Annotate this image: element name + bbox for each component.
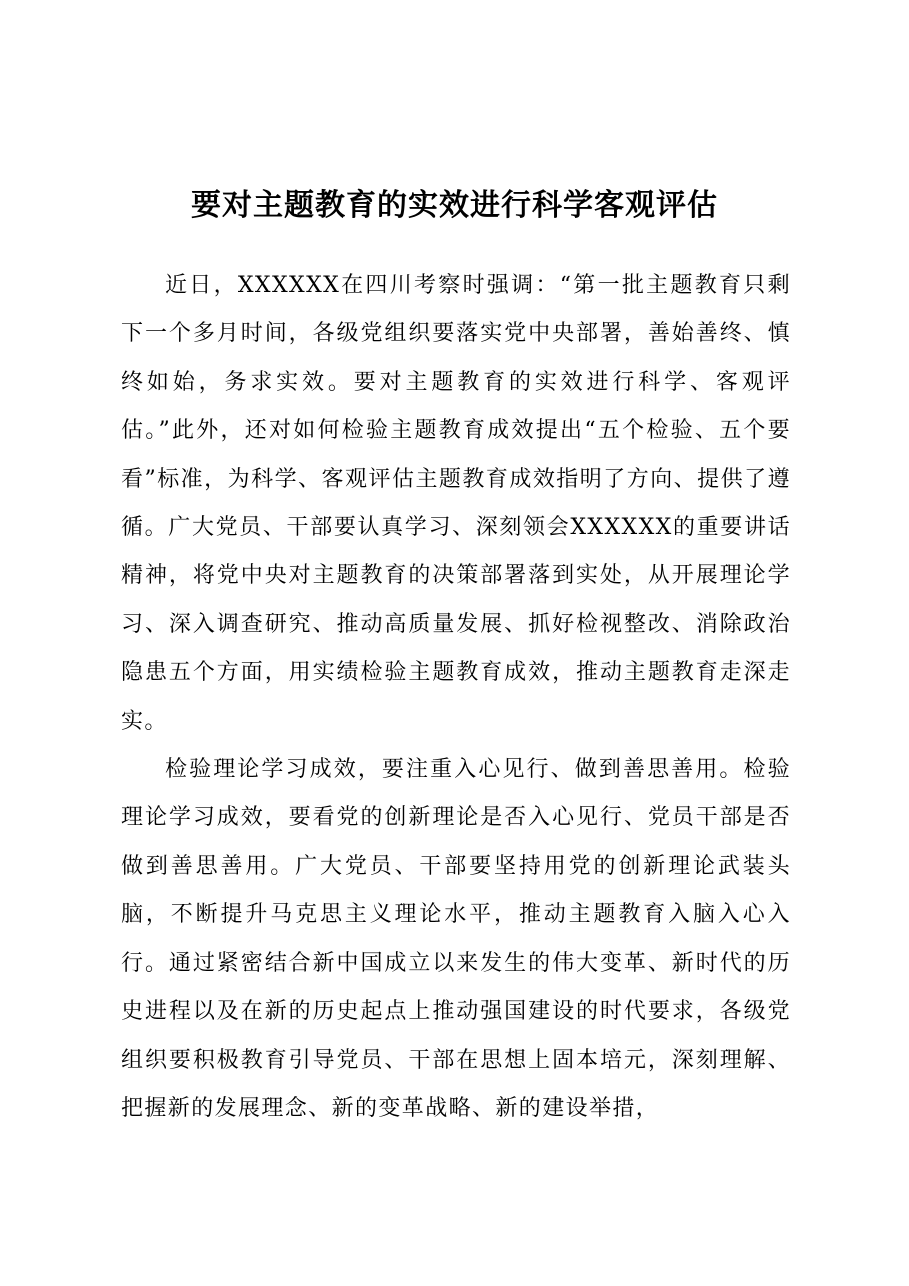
paragraph-1: 近日，XXXXXX在四川考察时强调：“第一批主题教育只剩下一个多月时间，各级党组织要落实党中央部署，善始善终、慎终如始，务求实效。要对主题教育的实效进行科学、客观评估。”此外，还对如何检验主题教育成效提出“五个检验、五个要看”标准，为科学、客观评估主题教育成效指明了方向、提供了遵循。广大党员、干部要认真学习、深刻领会XXXXXX的重要讲话精神，将党中央对主题教育的决策部署落到实处，从开展理论学习、深入调查研究、推动高质量发展、抓好检视整改、消除政治隐患五个方面，用实绩检验主题教育成效，推动主题教育走深走实。 xyxy=(121,273,791,734)
document-body xyxy=(121,262,791,1133)
document-title: 要对主题教育的实效进行科学客观评估 xyxy=(191,188,718,223)
paragraph-2: 检验理论学习成效，要注重入心见行、做到善思善用。检验理论学习成效，要看党的创新理论是否入心见行、党员干部是否做到善思善用。广大党员、干部要坚持用党的创新理论武装头脑，不断提升马克思主义理论水平，推动主题教育入脑入心入行。通过紧密结合新中国成立以来发生的伟大变革、新时代的历史进程以及在新的历史起点上推动强国建设的时代要求，各级党组织要积极教育引导党员、干部在思想上固本培元，深刻理解、把握新的发展理念、新的变革战略、新的建设举措， xyxy=(121,757,791,1121)
